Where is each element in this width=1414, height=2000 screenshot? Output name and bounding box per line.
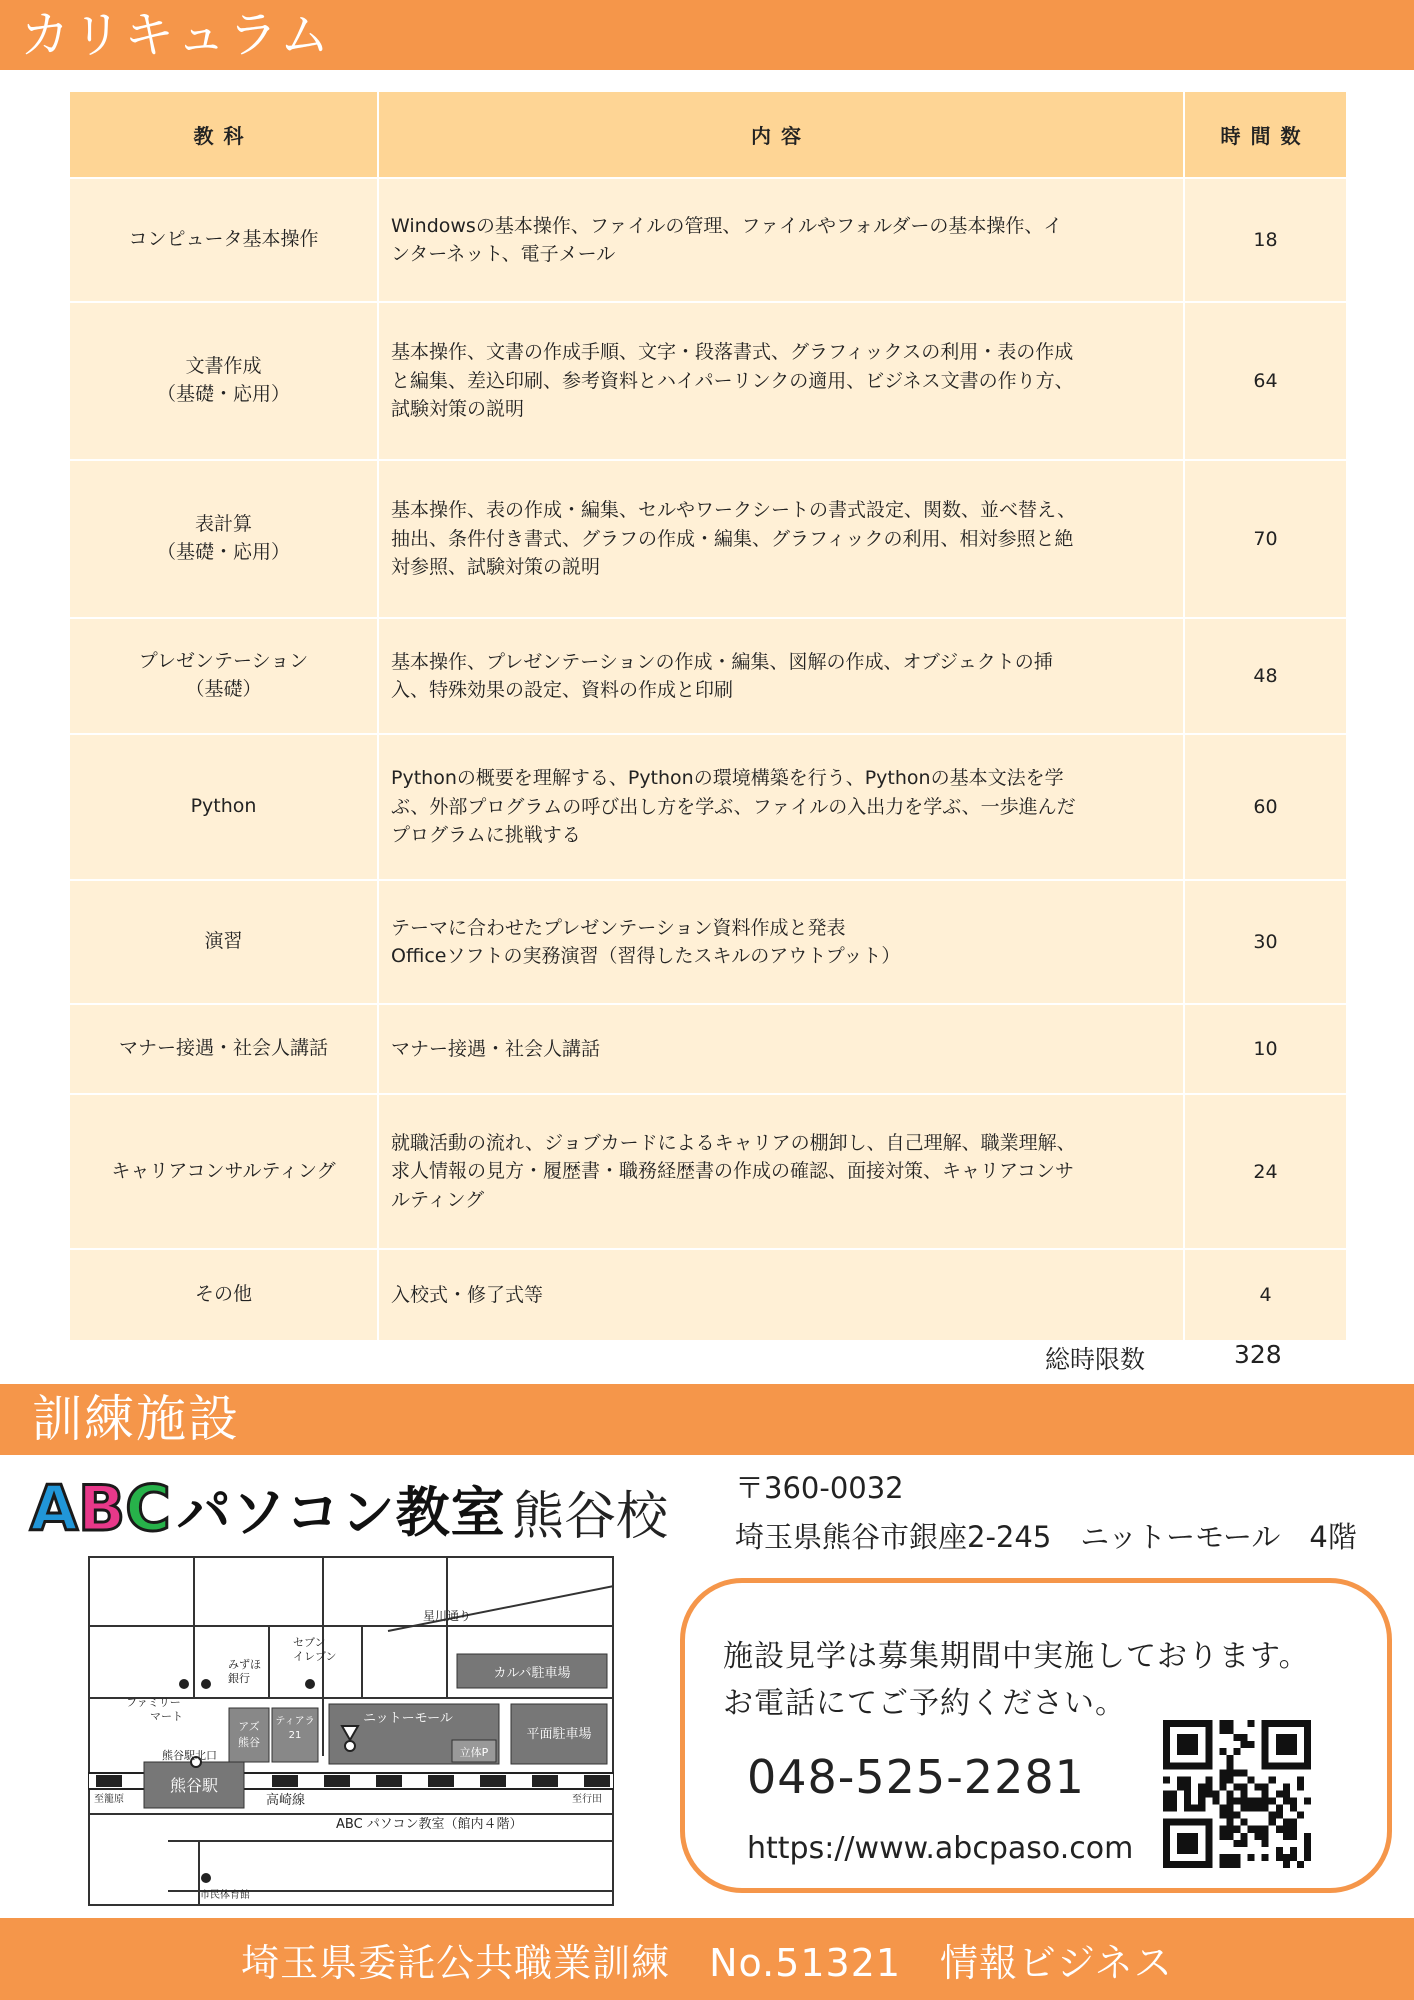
- footer-band: [0, 1918, 1414, 2000]
- info-box: [680, 1578, 1392, 1893]
- content-line: 対参照、試験対策の説明: [391, 556, 601, 579]
- subject-cell: [69, 880, 378, 1004]
- subject-cell: [69, 1249, 378, 1341]
- postal-code: 〒360-0032: [735, 1471, 904, 1505]
- table-row: [69, 880, 1347, 1004]
- table-row: [69, 1094, 1347, 1249]
- logo-name: パソコン教室: [176, 1481, 506, 1544]
- content-line: 基本操作、表の作成・編集、セルやワークシートの書式設定、関数、並べ替え、: [391, 499, 1077, 522]
- content-line: 入、特殊効果の設定、資料の作成と印刷: [391, 679, 734, 701]
- map-label-tachi-p: 立体P: [459, 1746, 489, 1759]
- subject-line: Python: [190, 795, 257, 818]
- content-line: ぶ、外部プログラムの呼び出し方を学ぶ、ファイルの入出力を学ぶ、一歩進んだ: [391, 795, 1076, 818]
- content-cell: [378, 734, 1184, 880]
- map-label-family-1: ファミリー: [126, 1696, 181, 1709]
- map-label-nitto-mall: ニットーモール: [363, 1711, 453, 1726]
- subject-line: その他: [194, 1283, 252, 1306]
- map-label-tiara-2: 21: [288, 1730, 302, 1741]
- header-content: 内容: [378, 91, 1184, 178]
- table-header-row: [69, 91, 1347, 178]
- subject-line: （基礎・応用）: [156, 383, 290, 405]
- tour-note: 施設見学は募集期間中実施しております。: [723, 1639, 1310, 1674]
- logo-letter-a: A: [30, 1471, 78, 1545]
- map-label-to-kagohara: 至籠原: [94, 1794, 124, 1805]
- content-line: ンターネット、電子メール: [391, 243, 616, 265]
- phone-number[interactable]: 048-525-2281: [747, 1750, 1085, 1804]
- content-line: テーマに合わせたプレゼンテーション資料作成と発表: [391, 916, 846, 939]
- hours-cell: 64: [1184, 302, 1347, 460]
- hours-cell: 18: [1184, 178, 1347, 302]
- subject-line: コンピュータ基本操作: [128, 228, 319, 251]
- logo-letter-c: C: [125, 1471, 171, 1545]
- facility-title: 訓練施設: [32, 1390, 240, 1448]
- subject-cell: [69, 618, 378, 734]
- curriculum-table: [68, 90, 1348, 1342]
- map-label-gym: 市民体育館: [200, 1890, 250, 1901]
- content-line: 就職活動の流れ、ジョブカードによるキャリアの棚卸し、自己理解、職業理解、: [391, 1131, 1076, 1154]
- subject-line: （基礎・応用）: [156, 541, 290, 563]
- table-row: [69, 1004, 1347, 1094]
- map-label-mizuho-2: 銀行: [228, 1672, 250, 1685]
- subject-line: 演習: [204, 930, 243, 953]
- subject-cell: [69, 734, 378, 880]
- subject-cell: [69, 178, 378, 302]
- map-label-family-2: マート: [150, 1710, 183, 1723]
- content-cell: [378, 460, 1184, 618]
- abc-logo: [30, 1470, 506, 1547]
- subject-line: マナー接遇・社会人講話: [118, 1037, 328, 1060]
- map-label-seven-2: イレブン: [293, 1650, 337, 1663]
- content-cell: [378, 302, 1184, 460]
- hours-cell: 48: [1184, 618, 1347, 734]
- content-line: ルティング: [391, 1188, 485, 1211]
- content-line: Windowsの基本操作、ファイルの管理、ファイルやフォルダーの基本操作、イ: [391, 214, 1063, 237]
- header-hours: 時間数: [1184, 91, 1347, 178]
- total-hours-value: 328: [1234, 1340, 1282, 1369]
- content-line: 基本操作、文書の作成手順、文字・段落書式、グラフィックスの利用・表の作成: [391, 341, 1074, 364]
- hours-cell: 60: [1184, 734, 1347, 880]
- address: 埼玉県熊谷市銀座2-245 ニットーモール 4階: [735, 1520, 1357, 1554]
- map-label-abc: ABC パソコン教室（館内４階）: [336, 1817, 523, 1832]
- hours-cell: 4: [1184, 1249, 1347, 1341]
- map-label-karupa-parking: カルパ駐車場: [493, 1666, 571, 1681]
- content-cell: [378, 1004, 1184, 1094]
- content-line: 試験対策の説明: [391, 398, 525, 421]
- map-label-az-1: アズ: [238, 1720, 260, 1733]
- content-line: Officeソフトの実務演習（習得したスキルのアウトプット）: [391, 945, 901, 967]
- map-label-heimen-parking: 平面駐車場: [526, 1727, 592, 1742]
- map-label-north-exit: 熊谷駅北口: [162, 1749, 217, 1762]
- hours-cell: 10: [1184, 1004, 1347, 1094]
- content-line: マナー接遇・社会人講話: [391, 1037, 601, 1060]
- content-line: 基本操作、プレゼンテーションの作成・編集、図解の作成、オブジェクトの挿: [391, 650, 1053, 673]
- hours-cell: 24: [1184, 1094, 1347, 1249]
- map-label-takasaki-line: 高崎線: [266, 1793, 306, 1808]
- subject-cell: [69, 302, 378, 460]
- subject-cell: [69, 1094, 378, 1249]
- subject-line: 表計算: [194, 513, 252, 536]
- table-row: [69, 618, 1347, 734]
- logo-letter-b: B: [77, 1471, 126, 1545]
- content-line: 入校式・修了式等: [391, 1283, 544, 1306]
- qr-code[interactable]: [1163, 1720, 1311, 1868]
- subject-cell: [69, 460, 378, 618]
- facility-header-band: [0, 1384, 1414, 1455]
- content-cell: [378, 1094, 1184, 1249]
- branch-name: 熊谷校: [512, 1487, 669, 1547]
- content-line: と編集、差込印刷、参考資料とハイパーリンクの適用、ビジネス文書の作り方、: [391, 369, 1074, 392]
- curriculum-title: カリキュラム: [20, 6, 332, 64]
- content-line: プログラムに挑戦する: [391, 824, 581, 847]
- hours-cell: 70: [1184, 460, 1347, 618]
- header-subject: 教科: [69, 91, 378, 178]
- content-line: Pythonの概要を理解する、Pythonの環境構築を行う、Pythonの基本文法を学: [391, 767, 1064, 790]
- content-line: 求人情報の見方・履歴書・職務経歴書の作成の確認、面接対策、キャリアコンサ: [391, 1160, 1075, 1183]
- map-label-to-gyoda: 至行田: [572, 1794, 602, 1805]
- curriculum-header-band: [0, 0, 1414, 70]
- table-row: [69, 178, 1347, 302]
- footer-text: 埼玉県委託公共職業訓練 No.51321 情報ビジネス: [241, 1940, 1173, 1985]
- total-hours-label: 総時限数: [1045, 1345, 1146, 1374]
- map-label-mizuho-1: みずほ: [228, 1658, 261, 1671]
- table-row: [69, 734, 1347, 880]
- content-cell: [378, 880, 1184, 1004]
- subject-line: （基礎）: [185, 678, 262, 700]
- content-cell: [378, 1249, 1184, 1341]
- table-row: [69, 1249, 1347, 1341]
- map-label-hoshikawa: 星川通り: [423, 1609, 472, 1623]
- content-cell: [378, 178, 1184, 302]
- table-row: [69, 302, 1347, 460]
- map-label-station: 熊谷駅: [169, 1776, 219, 1795]
- subject-line: プレゼンテーション: [138, 650, 309, 673]
- map-label-tiara-1: ティアラ: [275, 1716, 315, 1727]
- subject-line: キャリアコンサルティング: [111, 1159, 336, 1182]
- content-cell: [378, 618, 1184, 734]
- subject-cell: [69, 1004, 378, 1094]
- access-map: [88, 1556, 614, 1906]
- content-line: 抽出、条件付き書式、グラフの作成・編集、グラフィックの利用、相対参照と絶: [391, 527, 1074, 550]
- map-label-az-2: 熊谷: [238, 1736, 260, 1749]
- hours-cell: 30: [1184, 880, 1347, 1004]
- subject-line: 文書作成: [185, 355, 262, 378]
- map-label-seven-1: セブン: [293, 1636, 326, 1649]
- website-link[interactable]: https://www.abcpaso.com: [747, 1831, 1134, 1866]
- reservation-note: お電話にてご予約ください。: [723, 1686, 1126, 1721]
- table-row: [69, 460, 1347, 618]
